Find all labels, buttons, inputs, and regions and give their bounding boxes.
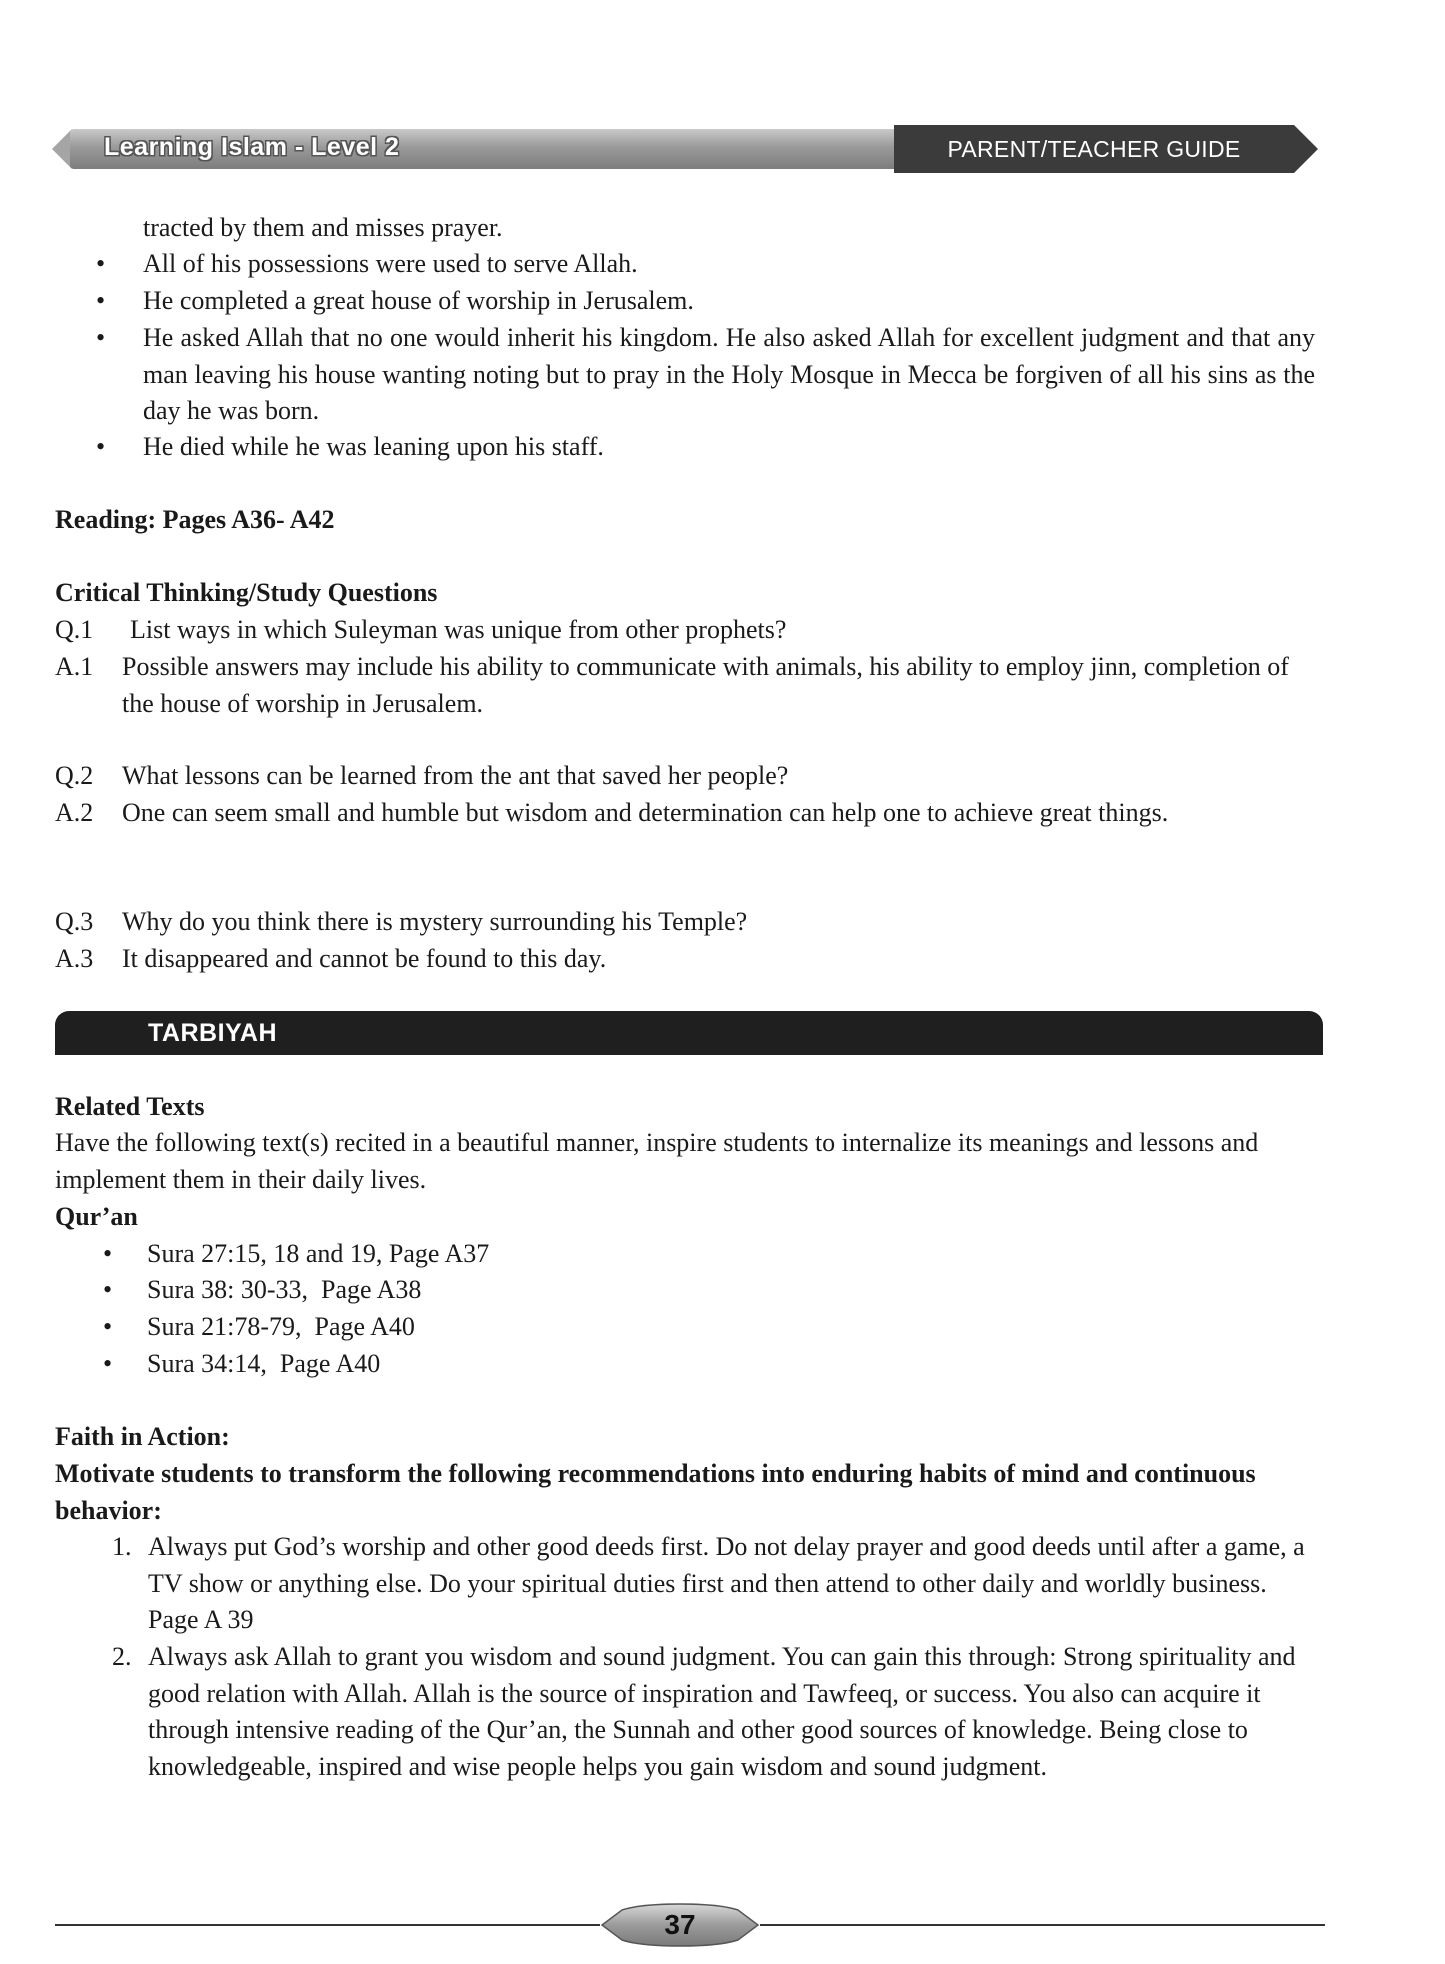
tarbiyah-title: TARBIYAH [148, 1019, 278, 1047]
question-text: List ways in which Suleyman was unique from other prophets? [130, 615, 787, 644]
page-number: 37 [664, 1909, 696, 1940]
bullet-dot: • [96, 323, 106, 352]
faith-heading: Faith in Action: [55, 1422, 230, 1451]
recommendation-number: 1. [112, 1532, 132, 1561]
sura-item: Sura 27:15, 18 and 19, Page A37 [147, 1239, 490, 1268]
bullet-dot: • [103, 1239, 113, 1268]
recommendation-text: Always ask Allah to grant you wisdom and sound judgment. You can gain this through: Strong spirituality and good relation with Allah. Allah is the source of inspiration and Tawfeeq, or success. You also can acquire it through intensive reading of the Qur’an, the Sunnah and other good sources of knowledge. Being close to knowledgeable, inspired and wise people helps you gain wisdom and sound judgment. [148, 1642, 1296, 1781]
bullet-dot: • [96, 286, 106, 315]
tarbiyah-bar [55, 1011, 1323, 1055]
bullet-dot: • [96, 432, 106, 461]
bullet-dot: • [103, 1275, 113, 1304]
sura-item: Sura 21:78-79, Page A40 [147, 1312, 415, 1341]
footer-rule-left [55, 1924, 600, 1926]
guide-label: PARENT/TEACHER GUIDE [947, 136, 1241, 162]
question-label: Q.3 [55, 907, 94, 936]
bullet-item: He asked Allah that no one would inherit his kingdom. He also asked Allah for excellent judgment and that any man leaving his house wanting noting but to pray in the Holy Mosque in Mecca be forgiven of all his sins as the day he was born. [143, 323, 1315, 425]
page-header [52, 125, 1317, 173]
bullet-dot: • [103, 1349, 113, 1378]
series-title: Learning Islam - Level 2 [104, 133, 400, 161]
bullet-dot: • [103, 1312, 113, 1341]
sura-item: Sura 34:14, Page A40 [147, 1349, 381, 1378]
recommendation-number: 2. [112, 1642, 132, 1671]
sura-item: Sura 38: 30-33, Page A38 [147, 1275, 422, 1304]
answer-label: A.3 [55, 944, 94, 973]
quran-heading: Qur’an [55, 1202, 138, 1231]
question-text: What lessons can be learned from the ant that saved her people? [122, 761, 789, 790]
bullet-item: He died while he was leaning upon his staff. [143, 432, 604, 461]
recommendation-text: Always put God’s worship and other good deeds first. Do not delay prayer and good deeds until after a game, a TV show or anything else. Do your spiritual duties first and then attend to other daily and worldly business. Page A 39 [148, 1532, 1311, 1634]
answer-text: It disappeared and cannot be found to this day. [122, 944, 607, 973]
bullet-dot: • [96, 249, 106, 278]
bullet-item: He completed a great house of worship in Jerusalem. [143, 286, 694, 315]
footer-rule-right [760, 1924, 1325, 1926]
intro-line: tracted by them and misses prayer. [143, 213, 503, 242]
answer-text: One can seem small and humble but wisdom and determination can help one to achieve great things. [122, 798, 1169, 827]
question-text: Why do you think there is mystery surrounding his Temple? [122, 907, 748, 936]
bullet-item: All of his possessions were used to serve Allah. [143, 249, 638, 278]
reading-heading: Reading: Pages A36- A42 [55, 505, 335, 534]
question-label: Q.1 [55, 615, 94, 644]
related-heading: Related Texts [55, 1092, 205, 1121]
answer-text: Possible answers may include his ability to communicate with animals, his ability to employ jinn, completion of the house of worship in Jerusalem. [122, 652, 1289, 718]
answer-label: A.2 [55, 798, 94, 827]
faith-subheading: Motivate students to transform the following recommendations into enduring habits of mind and continuous behavior: [55, 1459, 1256, 1525]
related-body: Have the following text(s) recited in a beautiful manner, inspire students to internalize its meanings and lessons and implement them in their daily lives. [55, 1128, 1259, 1194]
critical-heading: Critical Thinking/Study Questions [55, 578, 438, 607]
answer-label: A.1 [55, 652, 94, 681]
question-label: Q.2 [55, 761, 94, 790]
